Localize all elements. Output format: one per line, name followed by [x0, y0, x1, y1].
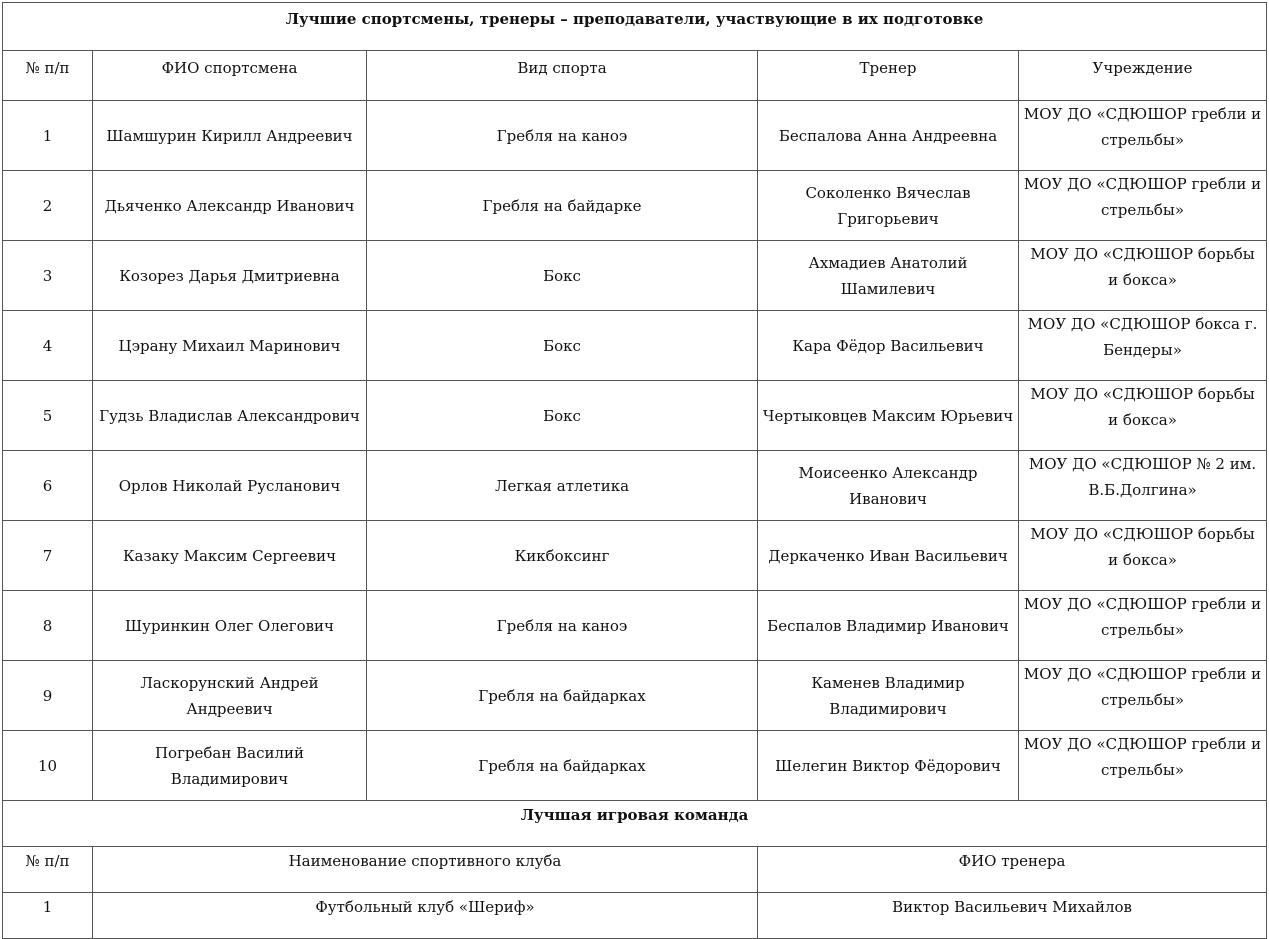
organization: МОУ ДО «СДЮШОР борьбы и бокса»	[1019, 241, 1267, 311]
header2-coach: ФИО тренера	[758, 847, 1267, 893]
sport: Бокс	[367, 381, 758, 451]
row-num: 7	[3, 521, 93, 591]
coach-name: Чертыковцев Максим Юрьевич	[758, 381, 1019, 451]
sport: Гребля на байдарке	[367, 171, 758, 241]
section1-title-row	[3, 3, 1267, 51]
table-row	[3, 171, 1267, 241]
athlete-name: Цэрану Михаил Маринович	[93, 311, 367, 381]
organization: МОУ ДО «СДЮШОР гребли и стрельбы»	[1019, 661, 1267, 731]
header-organization: Учреждение	[1019, 51, 1267, 101]
athlete-name: Казаку Максим Сергеевич	[93, 521, 367, 591]
coach-name: Беспалова Анна Андреевна	[758, 101, 1019, 171]
coach-name: Моисеенко Александр Иванович	[758, 451, 1019, 521]
athlete-name: Погребан Василий Владимирович	[93, 731, 367, 801]
sport: Бокс	[367, 311, 758, 381]
sport: Кикбоксинг	[367, 521, 758, 591]
row-num: 3	[3, 241, 93, 311]
section1-title: Лучшие спортсмены, тренеры – преподаватели, участвующие в их подготовке	[3, 3, 1267, 51]
row-num: 4	[3, 311, 93, 381]
row-num: 2	[3, 171, 93, 241]
coach-name: Деркаченко Иван Васильевич	[758, 521, 1019, 591]
header-num: № п/п	[3, 51, 93, 101]
athlete-name: Гудзь Владислав Александрович	[93, 381, 367, 451]
header-sport: Вид спорта	[367, 51, 758, 101]
table-row	[3, 241, 1267, 311]
athlete-name: Шуринкин Олег Олегович	[93, 591, 367, 661]
organization: МОУ ДО «СДЮШОР бокса г. Бендеры»	[1019, 311, 1267, 381]
section2-header-row	[3, 847, 1267, 893]
athlete-name: Орлов Николай Русланович	[93, 451, 367, 521]
row-num: 1	[3, 101, 93, 171]
coach-name: Беспалов Владимир Иванович	[758, 591, 1019, 661]
sport: Гребля на каноэ	[367, 101, 758, 171]
row-num: 8	[3, 591, 93, 661]
header-athlete: ФИО спортсмена	[93, 51, 367, 101]
sport: Гребля на каноэ	[367, 591, 758, 661]
row-num: 10	[3, 731, 93, 801]
organization: МОУ ДО «СДЮШОР гребли и стрельбы»	[1019, 101, 1267, 171]
header2-club: Наименование спортивного клуба	[93, 847, 758, 893]
table-row	[3, 101, 1267, 171]
athlete-name: Дьяченко Александр Иванович	[93, 171, 367, 241]
sport: Легкая атлетика	[367, 451, 758, 521]
organization: МОУ ДО «СДЮШОР № 2 им. В.Б.Долгина»	[1019, 451, 1267, 521]
table-row	[3, 591, 1267, 661]
header2-num: № п/п	[3, 847, 93, 893]
sport: Гребля на байдарках	[367, 731, 758, 801]
organization: МОУ ДО «СДЮШОР борьбы и бокса»	[1019, 521, 1267, 591]
sport: Бокс	[367, 241, 758, 311]
coach-name: Каменев Владимир Владимирович	[758, 661, 1019, 731]
table-row	[3, 381, 1267, 451]
athlete-name: Шамшурин Кирилл Андреевич	[93, 101, 367, 171]
organization: МОУ ДО «СДЮШОР гребли и стрельбы»	[1019, 171, 1267, 241]
team-row-num: 1	[3, 893, 93, 939]
athletes-table	[2, 2, 1267, 939]
header-coach: Тренер	[758, 51, 1019, 101]
coach-name: Ахмадиев Анатолий Шамилевич	[758, 241, 1019, 311]
row-num: 5	[3, 381, 93, 451]
athlete-name: Козорез Дарья Дмитриевна	[93, 241, 367, 311]
table-row	[3, 521, 1267, 591]
organization: МОУ ДО «СДЮШОР гребли и стрельбы»	[1019, 731, 1267, 801]
team-coach-name: Виктор Васильевич Михайлов	[758, 893, 1267, 939]
row-num: 9	[3, 661, 93, 731]
section1-header-row	[3, 51, 1267, 101]
section2-title: Лучшая игровая команда	[3, 801, 1267, 847]
table-row	[3, 731, 1267, 801]
section2-title-row	[3, 801, 1267, 847]
coach-name: Кара Фёдор Васильевич	[758, 311, 1019, 381]
athlete-name: Ласкорунский Андрей Андреевич	[93, 661, 367, 731]
organization: МОУ ДО «СДЮШОР гребли и стрельбы»	[1019, 591, 1267, 661]
row-num: 6	[3, 451, 93, 521]
coach-name: Шелегин Виктор Фёдорович	[758, 731, 1019, 801]
organization: МОУ ДО «СДЮШОР борьбы и бокса»	[1019, 381, 1267, 451]
table-row	[3, 661, 1267, 731]
club-name: Футбольный клуб «Шериф»	[93, 893, 758, 939]
table-row	[3, 311, 1267, 381]
coach-name: Соколенко Вячеслав Григорьевич	[758, 171, 1019, 241]
sport: Гребля на байдарках	[367, 661, 758, 731]
table-row	[3, 451, 1267, 521]
